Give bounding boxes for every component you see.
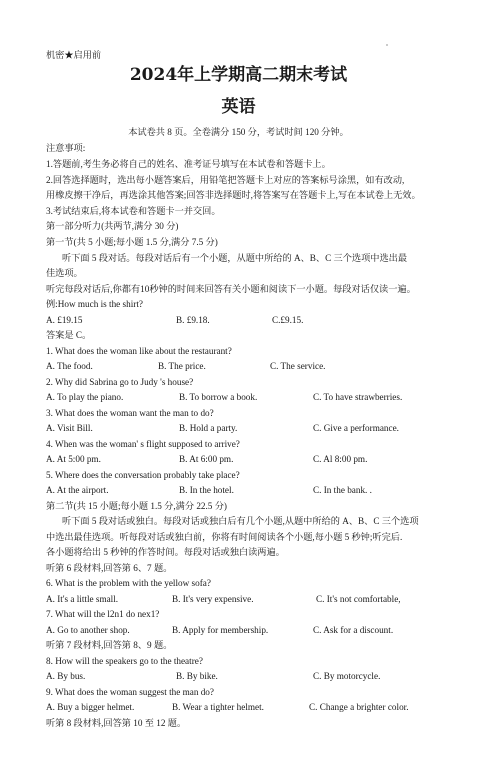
option: A. Go to another shop.	[46, 625, 130, 635]
option: A. It's a little small.	[46, 594, 119, 604]
note-item: 3.考试结束后,将本试卷和答题卡一并交回。	[46, 206, 221, 216]
option: B. The price.	[158, 361, 206, 371]
option: A. At 5:00 pm.	[46, 454, 101, 464]
option: B. Wear a tighter helmet.	[172, 702, 264, 712]
question: 3. What does the woman want the man to do?	[46, 408, 214, 418]
option: B. It's very expensive.	[172, 594, 254, 604]
material-heading: 听第 6 段材料,回答第 6、7 题。	[46, 563, 173, 573]
option: A. By bus.	[46, 671, 86, 681]
example-question: 例:How much is the shirt?	[46, 299, 143, 309]
material-heading: 听第 8 段材料,回答第 10 至 12 题。	[46, 718, 187, 728]
option: B. To borrow a book.	[179, 392, 258, 402]
example-option: A. £19.15	[46, 315, 83, 325]
option: A. To play the piano.	[46, 392, 124, 402]
option: C. Ask for a discount.	[313, 625, 394, 635]
section1-instruction: 听完每段对话后,你都有10秒钟的时间来回答有关小题和阅读下一小题。每段对话仅读一遍。	[46, 284, 416, 294]
question: 1. What does the woman like about the restaurant?	[46, 346, 232, 356]
option: B. In the hotel.	[179, 485, 234, 495]
option: A. The food.	[46, 361, 93, 371]
exam-info: 本试卷共 8 页。全卷满分 150 分，考试时间 120 分钟。	[128, 127, 349, 137]
example-answer: 答案是 C。	[46, 330, 92, 340]
question: 8. How will the speakers go to the theatre?	[46, 656, 203, 666]
part1-title: 第一部分听力(共两节,满分 30 分)	[46, 221, 179, 231]
section1-instruction: 佳选项。	[46, 268, 83, 278]
option: A. Buy a bigger helmet.	[46, 702, 135, 712]
subject-title: 英语	[221, 97, 256, 117]
section2-title: 第二节(共 15 小题;每小题 1.5 分,满分 22.5 分)	[46, 501, 227, 511]
option: C. It's not comfortable,	[316, 594, 401, 604]
question: 4. When was the woman' s flight supposed to arrive?	[46, 439, 240, 449]
option: C. In the bank. .	[313, 485, 372, 495]
option: B. Hold a party.	[179, 423, 238, 433]
confidential-label: 机密★启用前	[46, 50, 102, 60]
option: C. Give a performance.	[313, 423, 399, 433]
note-item: 2.回答选择题时，选出每小题答案后，用铅笔把答题卡上对应的答案标号涂黑，如有改动,	[46, 175, 405, 185]
section1-title: 第一节(共 5 小题;每小题 1.5 分,满分 7.5 分)	[46, 237, 218, 247]
option: C. Al 8:00 pm.	[313, 454, 368, 464]
option: C. By motorcycle.	[313, 671, 381, 681]
option: C. The service.	[270, 361, 326, 371]
option: B. At 6:00 pm.	[179, 454, 234, 464]
option: A. Visit Bill.	[46, 423, 93, 433]
option: B. By bike.	[176, 671, 218, 681]
option: B. Apply for membership.	[172, 625, 269, 635]
section1-instruction: 听下面 5 段对话。每段对话后有一个小题，从题中所给的 A、B、C 三个选项中选出最	[62, 253, 408, 263]
option: C. To have strawberries.	[313, 392, 403, 402]
option: A. At the airport.	[46, 485, 109, 495]
question: 2. Why did Sabrina go to Judy 's house?	[46, 377, 194, 387]
note-item: 1.答题前,考生务必将自己的姓名、准考证号填写在本试卷和答题卡上。	[46, 159, 331, 169]
example-option: C.£9.15.	[272, 315, 304, 325]
option: C. Change a brighter color.	[309, 702, 409, 712]
exam-title: 2024年上学期高二期末考试	[129, 65, 348, 85]
note-item: 用橡皮擦干净后，再选涂其他答案;回答非选择题时,将答案写在答题卡上,写在本试卷上无效。	[46, 190, 421, 200]
example-option: B. £9.18.	[176, 315, 210, 325]
notes-heading: 注意事项:	[46, 143, 86, 153]
scan-speck	[386, 44, 388, 46]
question: 7. What will the l2n1 do nex1?	[46, 609, 160, 619]
section2-instruction: 听下面 5 段对话或独白。每段对话或独白后有几个小题,从题中所给的 A、B、C 三个选项	[62, 516, 419, 526]
section2-instruction: 中选出最佳选项。听每段对话或独白前，你将有时间阅读各个小题,每小题 5 秒钟;听完后.	[46, 532, 403, 542]
question: 9. What does the woman suggest the man do?	[46, 687, 214, 697]
section2-instruction: 各小题将给出 5 秒钟的作答时间。每段对话或独白读两遍。	[46, 547, 285, 557]
question: 5. Where does the conversation probably take place?	[46, 470, 240, 480]
material-heading: 听第 7 段材料,回答第 8、9 题。	[46, 640, 173, 650]
question: 6. What is the problem with the yellow sofa?	[46, 578, 211, 588]
